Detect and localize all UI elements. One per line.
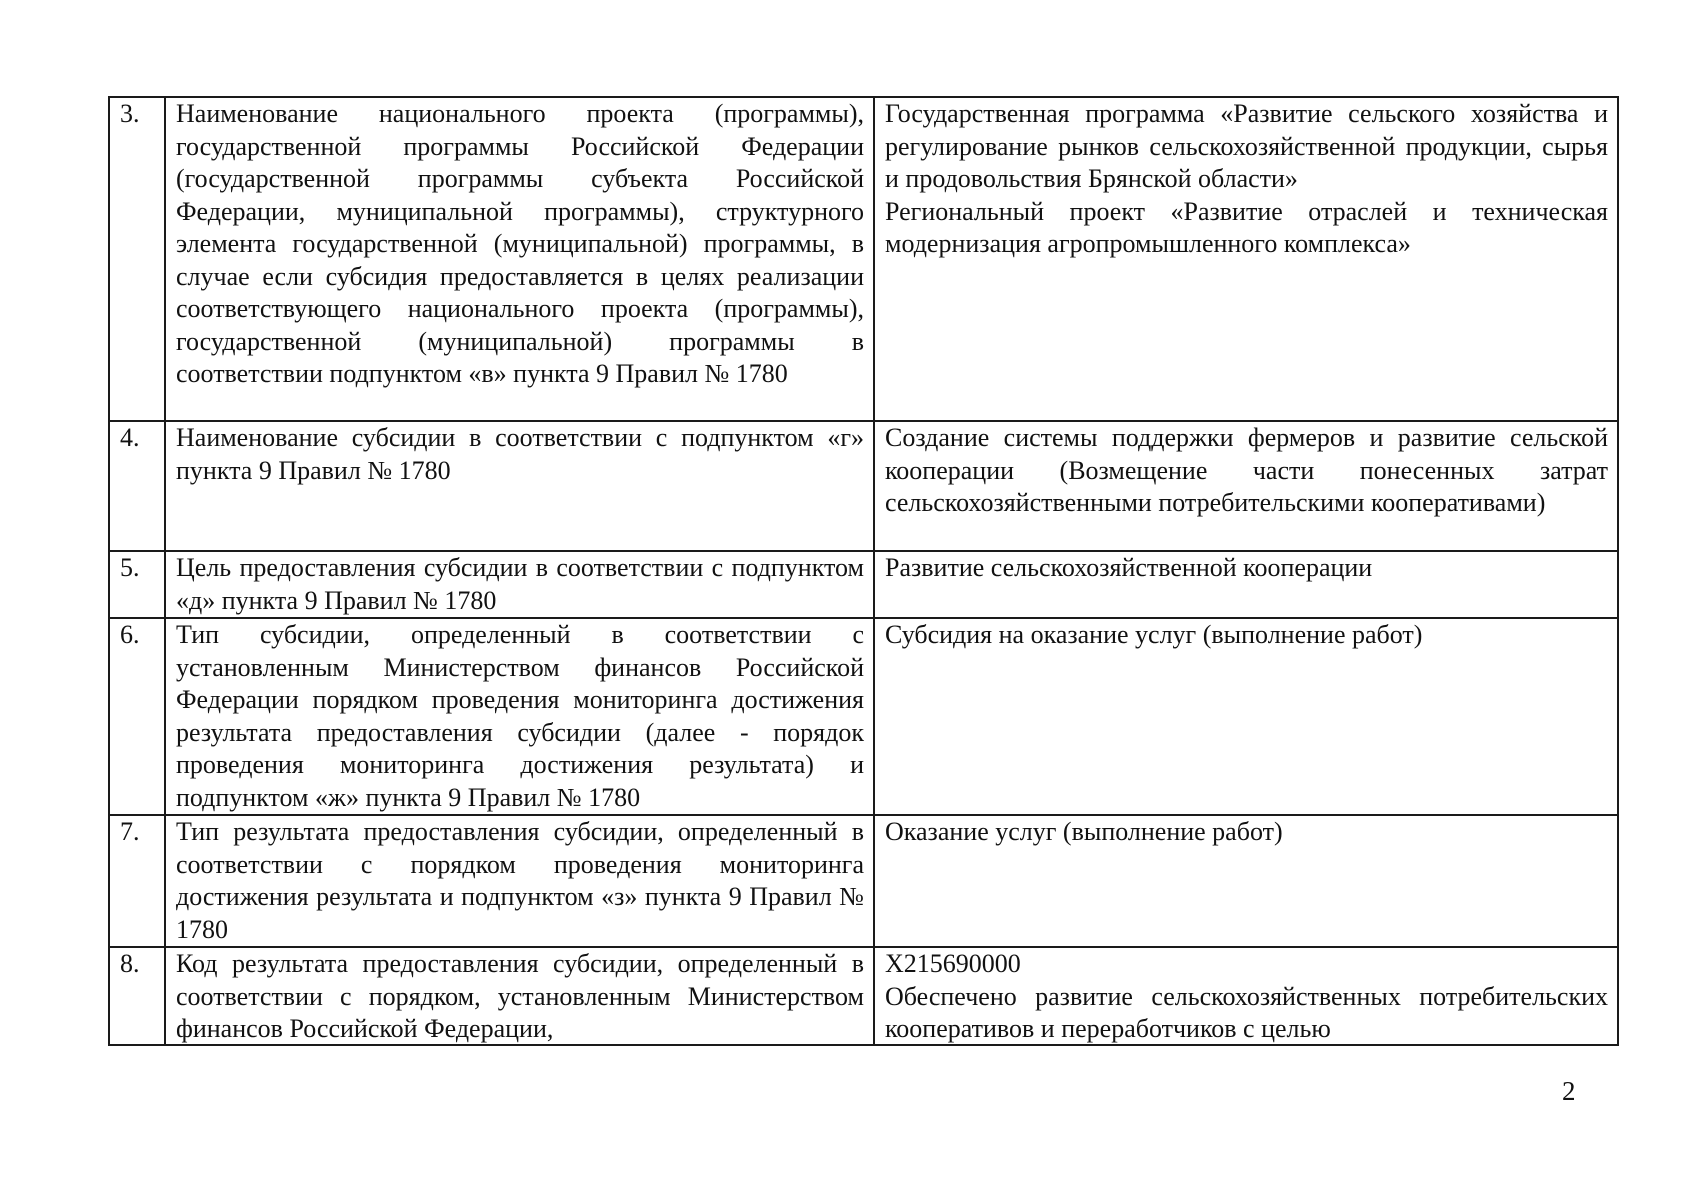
row-label: Тип результата предоставления субсидии, определенный в соответствии с порядком проведения мониторинга достижения результата и подпунктом «з» пункта 9 Правил № 1780	[165, 815, 874, 947]
row-value	[874, 421, 1618, 551]
value-paragraph: Обеспечено развитие сельскохозяйственных потребительских кооперативов и переработчиков с целью	[885, 981, 1608, 1043]
table-row	[109, 97, 1618, 421]
row-label: Наименование субсидии в соответствии с подпунктом «г» пункта 9 Правил № 1780	[165, 421, 874, 551]
table-row	[109, 618, 1618, 815]
table-row	[109, 815, 1618, 947]
value-paragraph: Государственная программа «Развитие сельского хозяйства и регулирование рынков сельскохозяйственной продукции, сырья и продовольствия Брянской области»	[885, 99, 1608, 193]
row-number: 6.	[109, 618, 165, 815]
value-paragraph: Субсидия на оказание услуг (выполнение работ)	[885, 620, 1423, 649]
row-value-clip	[885, 948, 1608, 1044]
table-row	[109, 947, 1618, 1045]
value-paragraph: Развитие сельскохозяйственной кооперации	[885, 553, 1373, 582]
row-number: 5.	[109, 551, 165, 618]
page-number: 2	[1562, 1076, 1576, 1106]
value-paragraph: Региональный проект «Развитие отраслей и техническая модернизация агропромышленного комплекса»	[885, 196, 1608, 258]
value-paragraph: Создание системы поддержки фермеров и развитие сельской кооперации (Возмещение части понесенных затрат сельскохозяйственными потребительскими кооперативами)	[885, 423, 1608, 517]
value-paragraph: X215690000	[885, 949, 1021, 978]
row-value	[874, 947, 1618, 1045]
row-value	[874, 551, 1618, 618]
value-paragraph: Оказание услуг (выполнение работ)	[885, 817, 1283, 846]
table-row	[109, 551, 1618, 618]
subsidy-info-table	[108, 96, 1619, 1046]
row-label: Тип субсидии, определенный в соответствии с установленным Министерством финансов Российской Федерации порядком проведения мониторинга достижения результата предоставления субсидии (далее - порядок проведения мониторинга достижения результата) и подпунктом «ж» пункта 9 Правил № 1780	[165, 618, 874, 815]
row-value	[874, 815, 1618, 947]
row-label: Цель предоставления субсидии в соответствии с подпунктом «д» пункта 9 Правил № 1780	[165, 551, 874, 618]
row-label: Наименование национального проекта (программы), государственной программы Российской Федерации (государственной программы субъекта Российской Федерации, муниципальной программы), структурного элемента государственной (муниципальной) программы, в случае если субсидия предоставляется в целях реализации соответствующего национального проекта (программы), государственной (муниципальной) программы в соответствии подпунктом «в» пункта 9 Правил № 1780	[165, 97, 874, 421]
table-row	[109, 421, 1618, 551]
row-value	[874, 97, 1618, 421]
row-label	[165, 947, 874, 1045]
row-label-clip: Код результата предоставления субсидии, определенный в соответствии с порядком, установленным Министерством финансов Российской Федерации,	[176, 949, 864, 1043]
row-number: 4.	[109, 421, 165, 551]
row-value	[874, 618, 1618, 815]
row-number: 3.	[109, 97, 165, 421]
row-number: 7.	[109, 815, 165, 947]
row-number: 8.	[109, 947, 165, 1045]
